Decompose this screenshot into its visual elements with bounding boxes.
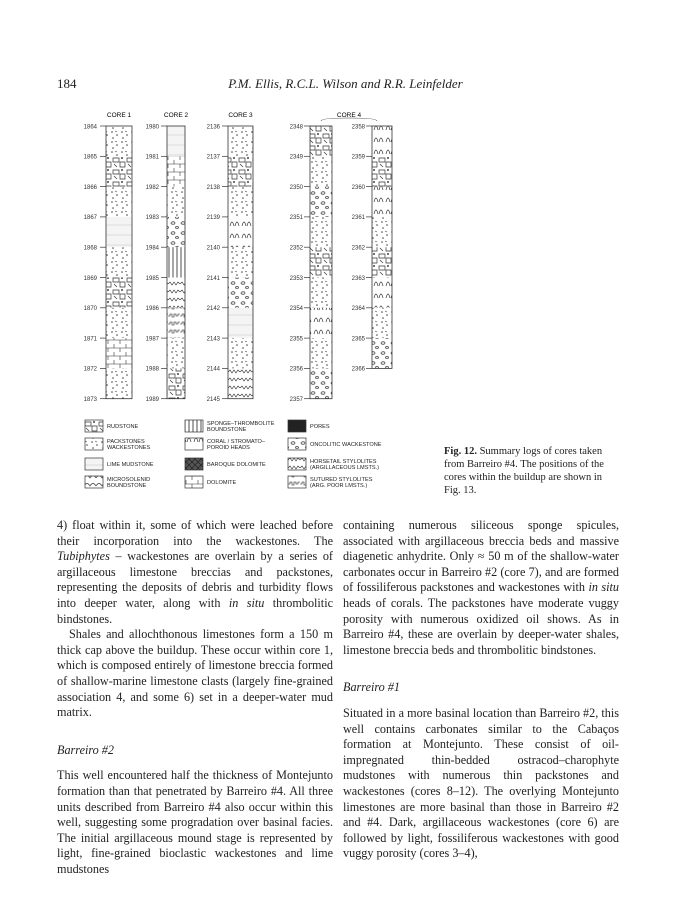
core-segment: [167, 187, 185, 217]
core-segment: [310, 308, 332, 338]
core-segment: [106, 368, 132, 398]
depth-label: 2140: [206, 245, 220, 252]
legend-label: HORSETAIL STYLOLITES: [310, 459, 377, 465]
core-segment: [167, 368, 185, 398]
depth-label: 1989: [145, 397, 159, 403]
depth-label: 2360: [351, 184, 365, 191]
core-segment: [106, 308, 132, 338]
depth-label: 2363: [351, 275, 365, 282]
depth-label: 2352: [289, 245, 303, 252]
legend-swatch: [85, 420, 103, 432]
core-segment: [106, 126, 132, 156]
core-segment: [228, 217, 253, 247]
legend-swatch: [288, 458, 306, 470]
core-segment: [106, 247, 132, 277]
core-segment: [167, 217, 185, 247]
legend-swatch: [288, 438, 306, 450]
core-segment: [310, 156, 332, 186]
core-segment: [310, 368, 332, 398]
core-segment: [310, 187, 332, 217]
depth-label: 1867: [83, 215, 97, 222]
core-segment: [310, 278, 332, 308]
legend-swatch: [288, 420, 306, 432]
depth-label: 1865: [83, 154, 97, 161]
depth-label: 1985: [145, 275, 159, 282]
legend-label: PACKSTONES: [107, 439, 145, 445]
depth-label: 1866: [83, 184, 97, 191]
legend-swatch: [85, 438, 103, 450]
depth-label: 2348: [289, 124, 303, 131]
legend-label: SUTURED STYLOLITES: [310, 477, 373, 483]
depth-label: 1987: [145, 336, 159, 343]
depth-label: 2354: [289, 306, 303, 313]
core-label: CORE 3: [228, 112, 253, 119]
running-header-authors: P.M. Ellis, R.C.L. Wilson and R.R. Leinfelder: [228, 76, 463, 91]
depth-label: 1864: [83, 124, 97, 131]
depth-label: 2142: [206, 306, 220, 313]
legend-label: ONCOLITIC WACKESTONE: [310, 442, 382, 448]
depth-label: 2137: [206, 154, 220, 161]
section-heading: Barreiro #2: [57, 742, 114, 757]
depth-label: 1981: [145, 154, 159, 161]
legend-swatch: [85, 458, 103, 470]
depth-label: 2141: [206, 275, 220, 282]
lithology-legend: [85, 420, 382, 489]
core-segment: [228, 308, 253, 338]
core-segment: [372, 156, 392, 186]
legend-label: LIME MUDSTONE: [107, 462, 154, 468]
depth-label: 2365: [351, 336, 365, 343]
legend-swatch: [185, 420, 203, 432]
depth-label: 2358: [351, 124, 365, 131]
depth-label: 1984: [145, 245, 159, 252]
core-segment: [167, 308, 185, 338]
depth-label: 2353: [289, 275, 303, 282]
legend-swatch: [185, 438, 203, 450]
depth-label: 2351: [289, 215, 303, 222]
legend-label: RUDSTONE: [107, 424, 139, 430]
core-segment: [310, 126, 332, 156]
depth-label: 2357: [289, 397, 303, 403]
core-segment: [228, 247, 253, 277]
core-segment: [372, 187, 392, 217]
depth-label: 2355: [289, 336, 303, 343]
paragraph: containing numerous siliceous sponge spicules, associated with argillaceous breccia beds and massive diagenetic anhydrite. Only ≈ 50 m of the shallow-water carbonates occur in Barreiro #2 (core 7), and are formed of fossiliferous packstones and wackestones with in situ heads of corals. The packstones have moderate vuggy porosity with numerous oxidized oil shows. As in Barreiro #4, these are overlain by deeper-water shales, limestone breccia beds and thrombolitic bindstones.: [343, 518, 619, 657]
core-segment: [372, 126, 392, 156]
core-segment: [228, 126, 253, 156]
core-segment: [167, 156, 185, 186]
core-segment: [106, 156, 132, 186]
core-segment: [106, 278, 132, 308]
core-segment: [372, 217, 392, 247]
core-segment: [372, 278, 392, 308]
page-number: 184: [57, 76, 77, 91]
depth-label: 2350: [289, 184, 303, 191]
depth-label: 2356: [289, 366, 303, 373]
left-column: [57, 518, 333, 877]
depth-label: 2138: [206, 184, 220, 191]
depth-label: 2366: [351, 366, 365, 373]
depth-label: 1983: [145, 215, 159, 222]
legend-swatch: [185, 476, 203, 488]
legend-label: BAROQUE DOLOMITE: [207, 462, 266, 468]
core-segment: [167, 338, 185, 368]
legend-label: CORAL / STROMATO–: [207, 439, 266, 445]
core-segment: [228, 368, 253, 398]
core-segment: [228, 156, 253, 186]
italic-term: Tubiphytes: [57, 549, 110, 564]
paragraph: 4) float within it, some of which were leached before their incorporation into the wackestones. The Tubiphytes – wackestones are overlain by a series of argillaceous limestone breccias and packstones, representing the deposits of debris and turbidity flows into deeper water, along with in situ thrombolitic bindstones.: [57, 518, 333, 626]
depth-label: 1986: [145, 306, 159, 313]
paragraph: Shales and allochthonous limestones form a 150 m thick cap above the buildup. These occur within core 1, which is composed entirely of limestone breccia formed of shallow-marine limestone clasts (largely fine-grained association 4, and some 6) set in a deeper-water mud matrix.: [57, 627, 333, 720]
core-segment: [228, 278, 253, 308]
core-label: CORE 1: [106, 112, 132, 119]
legend-label: PORES: [310, 424, 330, 430]
core-segment: [106, 217, 132, 247]
depth-label: 1988: [145, 366, 159, 373]
legend-label: (ARGILLACEOUS LMSTS.): [310, 465, 380, 471]
legend-label: DOLOMITE: [207, 480, 237, 486]
legend-label: BOUNDSTONE: [207, 427, 247, 433]
depth-label: 1982: [145, 184, 159, 191]
depth-label: 1868: [83, 245, 97, 252]
legend-swatch: [185, 458, 203, 470]
depth-label: 1869: [83, 275, 97, 282]
core-segment: [372, 247, 392, 277]
depth-label: 2143: [206, 336, 220, 343]
core-segment: [228, 338, 253, 368]
depth-label: 2364: [351, 306, 365, 313]
depth-label: 1872: [83, 366, 97, 373]
legend-swatch: [288, 476, 306, 488]
right-column: [343, 518, 619, 862]
depth-label: 1980: [145, 124, 159, 131]
core-segment: [106, 338, 132, 368]
core-columns: [84, 112, 392, 403]
core-segment: [310, 217, 332, 247]
core-segment: [167, 247, 185, 277]
depth-label: 2349: [289, 154, 303, 161]
depth-label: 2361: [351, 215, 365, 222]
core-segment: [106, 187, 132, 217]
depth-label: 1871: [83, 336, 97, 343]
depth-label: 2139: [206, 215, 220, 222]
paragraph: Situated in a more basinal location than Barreiro #2, this well contains carbonates similar to the Cabaços formation at Montejunto. These consist of oil-impregnated thin-bedded ostracod–charophyte mudstones with numerous thin packstones and wackestones (cores 8–12). The overlying Montejunto limestones are more basinal than those in Barreiro #2 and #4. Dark, argillaceous wackestones (core 6) are followed by light, fossiliferous wackestones with good vuggy porosity (cores 3–4),: [343, 705, 619, 861]
core-segment: [167, 126, 185, 156]
core-segment: [228, 187, 253, 217]
legend-label: POROID HEADS: [207, 445, 250, 451]
depth-label: 1873: [83, 397, 97, 403]
depth-label: 1870: [83, 306, 97, 313]
depth-label: 2145: [206, 397, 220, 403]
legend-label: WACKESTONES: [107, 445, 151, 451]
legend-label: (ARG. POOR LMSTS.): [310, 483, 368, 489]
caption-text: Summary logs of cores taken from Barreiro #4. The positions of the cores within the buildup are shown in Fig. 13.: [444, 446, 604, 496]
core-label: CORE 2: [163, 112, 189, 119]
legend-swatch: [85, 476, 103, 488]
depth-label: 2136: [206, 124, 220, 131]
core-segment: [310, 247, 332, 277]
depth-label: 2359: [351, 154, 365, 161]
caption-label: Fig. 12.: [444, 446, 477, 457]
core-label: CORE 4: [336, 112, 362, 119]
figure-caption: [444, 445, 604, 497]
legend-label: MICROSOLENID: [107, 477, 151, 483]
core-segment: [372, 338, 392, 368]
depth-label: 2362: [351, 245, 365, 252]
paragraph: This well encountered half the thickness of Montejunto formation than that penetrated by Barreiro #4. All three units described from Barreiro #4 also occur within this well, suggesting some progradation over basinal facies. The initial argillaceous mound stage is represented by light, fine-grained bioclastic wackestones and lime mudstones: [57, 768, 333, 876]
legend-label: BOUNDSTONE: [107, 483, 147, 489]
legend-label: SPONGE–THROMBOLITE: [207, 421, 275, 427]
depth-label: 2144: [206, 366, 220, 373]
core-segment: [310, 338, 332, 368]
core-segment: [372, 308, 392, 338]
core-segment: [167, 278, 185, 308]
section-heading: Barreiro #1: [343, 680, 400, 695]
